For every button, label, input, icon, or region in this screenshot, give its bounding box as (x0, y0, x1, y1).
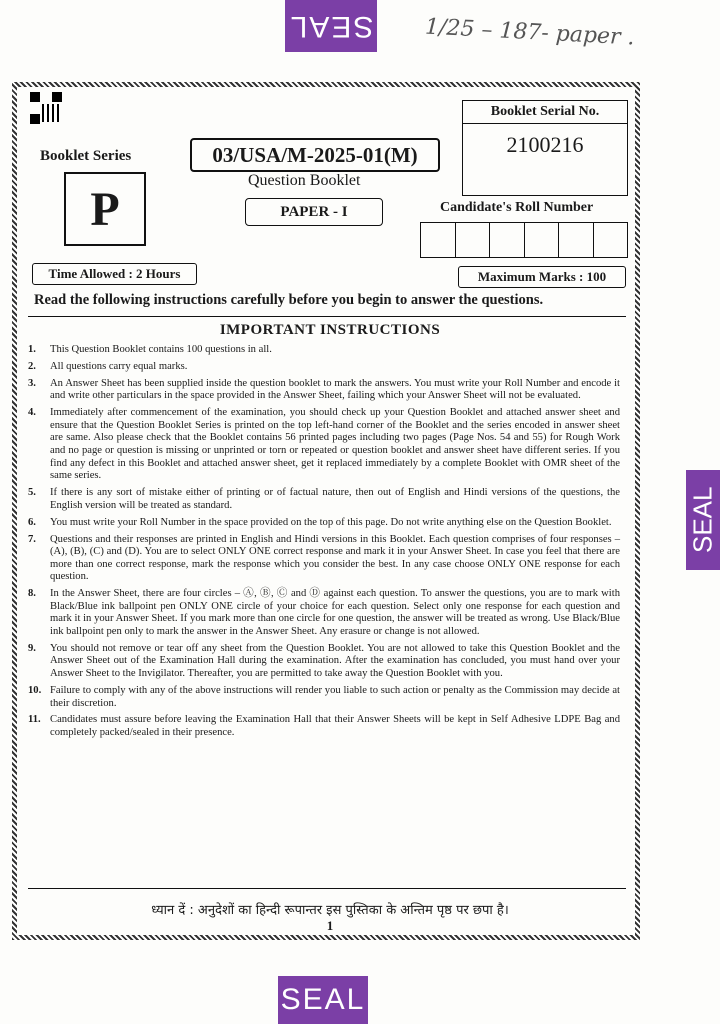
booklet-code: 03/USA/M-2025-01(M) (190, 138, 440, 172)
qr-code-icon (30, 92, 62, 124)
question-booklet-label: Question Booklet (248, 172, 361, 189)
instruction-item: 4. Immediately after commencement of the examination, you should check up your Question Booklet and attached answer sheet and ensure that the Question Booklet Series is printed on the top left-hand corner of the Booklet and the series encoded in answer sheet are same. Also please check that the Booklet contains 56 printed pages including two pages (Page Nos. 54 and 55) for Rough Work and no page or question is missing or unprinted or torn or repeated or question booklet and answer sheet have different series. If you find any defect in this Booklet and attached answer sheet, get it replaced immediately by a complete Booklet with OMR sheet of the same series. (28, 407, 620, 482)
seal-stamp-top: SEAL (285, 0, 377, 52)
roll-digit-box[interactable] (456, 223, 491, 257)
instruction-item: 5. If there is any sort of mistake either of printing or of factual nature, then out of English and Hindi versions of the questions, the English version will be treated as standard. (28, 487, 620, 511)
seal-stamp-side: SEAL (686, 470, 720, 570)
hindi-note: ध्यान दें : अनुदेशों का हिन्दी रूपान्तर इस पुस्तिका के अन्तिम पृष्ठ पर छपा है। (151, 903, 509, 918)
serial-number: 2100216 (506, 132, 584, 157)
roll-digit-box[interactable] (594, 223, 628, 257)
roll-digit-box[interactable] (525, 223, 560, 257)
booklet-series-box: P (64, 172, 146, 246)
divider (28, 316, 626, 317)
page-number: 1 (326, 918, 334, 933)
maximum-marks: Maximum Marks : 100 (458, 266, 626, 288)
roll-number-label: Candidate's Roll Number (440, 200, 594, 215)
seal-stamp-bottom: SEAL (278, 976, 368, 1024)
instruction-item: 3. An Answer Sheet has been supplied inside the question booklet to mark the answers. You must write your Roll Number and encode it and write other particulars in the space provided in the Answer Sheet, failing which your Answer Sheet will not be evaluated. (28, 377, 620, 402)
instruction-item: 1. This Question Booklet contains 100 questions in all. (28, 344, 272, 355)
instruction-item: 6. You must write your Roll Number in the space provided on the top of this page. Do not write anything else on the Question Booklet. (28, 516, 612, 528)
instruction-item: 8. In the Answer Sheet, there are four circles – Ⓐ, Ⓑ, Ⓒ and Ⓓ against each question. To answer the questions, you are to mark with Black/Blue ink ballpoint pen ONLY ONE circle of your choice for each question. Select only one response for each question and mark it in your Answer Sheet. If you mark more than one circle for one question, the answer will be treated as wrong. Use Black/Blue ink ballpoint pen only to mark the answer in the Answer Sheet. Any erasure or change is not allowed. (28, 588, 620, 637)
read-instructions-line: Read the following instructions carefully before you begin to answer the questions. (34, 292, 544, 308)
handwritten-note: 1/25 – 187- paper . (424, 14, 636, 51)
instruction-item: 11. Candidates must assure before leaving the Examination Hall that their Answer Sheets will be kept in Self Adhesive LDPE Bag and completely packed/sealed in their presence. (28, 714, 620, 738)
instruction-item: 2. All questions carry equal marks. (28, 360, 188, 372)
instruction-item: 7. Questions and their responses are printed in English and Hindi versions in this Booklet. Each question comprises of four responses – (A), (B), (C) and (D). You are to select ONLY ONE correct response and mark it in your Answer Sheet. In case you feel that there are more than one correct response, mark the response which you consider the best. In any case choose ONLY ONE response for each question. (28, 533, 620, 583)
roll-digit-box[interactable] (421, 223, 456, 257)
instructions-title: IMPORTANT INSTRUCTIONS (219, 322, 441, 338)
roll-digit-box[interactable] (559, 223, 594, 257)
booklet-series-label: Booklet Series (40, 148, 132, 164)
time-allowed: Time Allowed : 2 Hours (32, 263, 197, 285)
paper-label: PAPER - I (245, 198, 383, 226)
divider (28, 888, 626, 889)
instructions-list (28, 344, 620, 744)
roll-number-field[interactable] (420, 222, 628, 258)
instruction-item: 9. You should not remove or tear off any sheet from the Question Booklet. You are not allowed to take this Question Booklet and the Answer Sheet out of the Examination Hall during the examination. After the examination has concluded, you must hand over your Answer Sheet to the Invigilator. Thereafter, you are permitted to take away the Question Booklet with you. (28, 642, 620, 680)
serial-number-label: Booklet Serial No. (463, 101, 627, 124)
serial-number-box (462, 100, 628, 196)
instruction-item: 10. Failure to comply with any of the above instructions will render you liable to such action or penalty as the Commission may decide at their discretion. (28, 684, 620, 709)
roll-digit-box[interactable] (490, 223, 525, 257)
